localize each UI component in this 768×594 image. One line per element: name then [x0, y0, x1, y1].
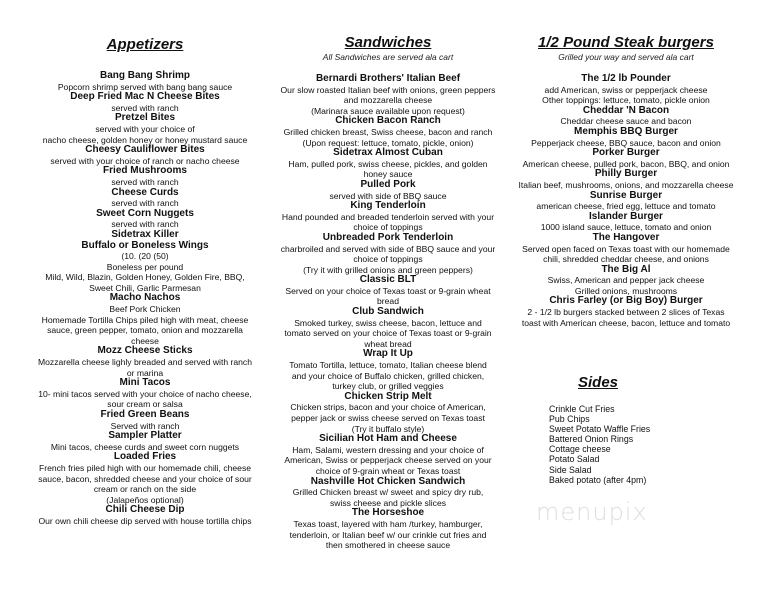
- menu-item-name: Bang Bang Shrimp: [99, 70, 190, 81]
- sandwiches-subtitle: All Sandwiches are served ala cart: [322, 52, 454, 62]
- side-item: Cottage cheese: [549, 444, 611, 455]
- side-item: Sweet Potato Waffle Fries: [549, 424, 651, 435]
- menu-item-description: toast with American cheese, bacon, lettuce and tomato: [521, 317, 731, 328]
- menu-item-description: Pepperjack cheese, BBQ sauce, bacon and onion: [531, 137, 721, 148]
- menu-item-description: Popcorn shrimp served with bang bang sauce: [57, 81, 233, 92]
- menu-item-description: Our own chili cheese dip served with house tortilla chips: [38, 515, 252, 526]
- sandwiches-list: [268, 74, 508, 551]
- menu-item-name: Islander Burger: [589, 210, 663, 222]
- appetizers-list: [20, 71, 270, 527]
- menu-item: [20, 230, 270, 241]
- menu-item-name: The 1/2 lb Pounder: [581, 73, 671, 84]
- menu-item-name: Sunrise Burger: [589, 189, 663, 201]
- menu-item-description: American, Swiss or pepperjack cheese served on your: [284, 455, 492, 466]
- menu-item-description: honey sauce: [363, 169, 413, 180]
- menu-item: [268, 233, 508, 275]
- menu-item-description: Beef Pork Chicken: [109, 304, 181, 315]
- menu-item-name: Mozz Cheese Sticks: [97, 345, 193, 357]
- menu-item-description: served with your choice of: [95, 123, 195, 134]
- menu-item-description: wheat bread: [364, 338, 412, 349]
- burgers-list: [510, 74, 742, 328]
- menu-item: [20, 92, 270, 113]
- menu-item-description: (Marinara sauce available upon request): [311, 105, 465, 116]
- menu-item-description: American cheese, pulled pork, bacon, BBQ, and onion: [522, 158, 730, 169]
- menu-item-description: Grilled chicken breast, Swiss cheese, bacon and ranch: [283, 126, 493, 137]
- menu-item-name: Porker Burger: [592, 147, 660, 159]
- burgers-heading: 1/2 Pound Steak burgers: [538, 34, 714, 51]
- menu-item: [20, 293, 270, 346]
- menu-item-name: The Horseshoe: [351, 507, 425, 519]
- menu-item-description: Texas toast, layered with ham /turkey, hamburger,: [293, 518, 483, 529]
- menu-item: [268, 508, 508, 550]
- side-item: Crinkle Cut Fries: [549, 404, 615, 414]
- side-item: Potato Salad: [549, 454, 600, 465]
- menu-item-description: Sweet Chili, Garlic Parmesan: [89, 282, 201, 293]
- menu-item-description: then smothered in cheese sauce: [325, 540, 451, 551]
- menu-item-name: The Big Al: [601, 263, 651, 275]
- menu-item: [20, 505, 270, 526]
- menu-item-name: Chicken Bacon Ranch: [335, 115, 441, 127]
- menu-item-description: served with ranch: [111, 219, 179, 230]
- appetizers-section: [20, 36, 270, 527]
- menu-item: [20, 241, 270, 294]
- menu-item-description: Ham, pulled pork, swiss cheese, pickles, and golden: [288, 158, 488, 169]
- menu-item: [20, 452, 270, 505]
- menu-item: [268, 349, 508, 391]
- menu-item-name: Sidetrax Killer: [111, 228, 179, 240]
- menu-item-description: 10- mini tacos served with your choice of nacho cheese,: [38, 388, 252, 399]
- menu-item: [268, 74, 508, 116]
- menu-item-name: Sidetrax Almost Cuban: [333, 147, 443, 159]
- menu-item: [268, 148, 508, 180]
- menu-item: [20, 431, 270, 452]
- menu-item-description: Our slow roasted Italian beef with onions, green peppers: [280, 84, 496, 95]
- menu-item-description: sauce, green pepper, tomato, onion and mozzarella: [47, 325, 243, 336]
- menu-item: [268, 275, 508, 307]
- menu-item-description: cheese: [131, 335, 159, 346]
- menu-item: [20, 410, 270, 431]
- menu-item-description: and your choice of Buffalo chicken, grilled chicken,: [291, 370, 485, 381]
- menu-item-name: Memphis BBQ Burger: [574, 125, 678, 137]
- menu-item-name: Deep Fried Mac N Cheese Bites: [70, 91, 220, 103]
- menu-item: [510, 127, 742, 148]
- menu-item-name: Cheddar 'N Bacon: [582, 104, 670, 116]
- menu-item: [510, 265, 742, 297]
- menu-item-description: sour cream or salsa: [107, 399, 183, 410]
- menu-item-description: cream or ranch on the side: [93, 484, 197, 495]
- menu-item-name: Sampler Platter: [108, 430, 182, 442]
- menu-item: [268, 477, 508, 509]
- menu-item-description: Boneless per pound: [106, 261, 184, 272]
- menu-item: [20, 378, 270, 410]
- menu-item-description: (Upon request: lettuce, tomato, pickle, onion): [302, 137, 474, 148]
- menu-item-name: Chicken Strip Melt: [344, 390, 432, 402]
- menu-item: [20, 209, 270, 230]
- menu-item-description: swiss cheese and pickle slices: [329, 497, 447, 508]
- menu-item-description: Served on your choice of Texas toast or 9-grain wheat: [285, 285, 491, 296]
- menu-item-description: served with ranch: [111, 198, 179, 209]
- menu-item-description: Homemade Tortilla Chips piled high with meat, cheese: [41, 314, 249, 325]
- menu-item-name: Buffalo or Boneless Wings: [81, 239, 209, 251]
- menu-item-description: Grilled onions, mushrooms: [574, 285, 678, 296]
- menu-item-name: Chili Cheese Dip: [105, 504, 185, 516]
- menu-item-description: 1000 island sauce, lettuce, tomato and onion: [540, 222, 712, 233]
- menu-item-name: Club Sandwich: [352, 306, 424, 318]
- menu-item: [268, 434, 508, 476]
- menu-item-description: served with side of BBQ sauce: [329, 190, 447, 201]
- menu-item: [268, 116, 508, 148]
- menu-item: [510, 191, 742, 212]
- menu-item: [20, 188, 270, 209]
- menu-item-name: Pulled Pork: [360, 178, 416, 190]
- menu-item-name: Macho Nachos: [109, 292, 181, 304]
- menu-item-description: (Try it with grilled onions and green peppers): [303, 264, 473, 275]
- menu-item-description: 2 - 1/2 lb burgers stacked between 2 slices of Texas: [527, 307, 725, 318]
- menu-item-description: served with ranch: [111, 176, 179, 187]
- menu-item: [20, 145, 270, 166]
- menu-item-description: Cheddar cheese sauce and bacon: [560, 116, 692, 127]
- side-item: Battered Onion Rings: [549, 434, 634, 445]
- menu-item-name: Cheese Curds: [111, 186, 179, 198]
- menu-item-description: served with your choice of ranch or nacho cheese: [50, 155, 240, 166]
- menu-item-name: Pretzel Bites: [114, 112, 176, 124]
- menu-item-description: bread: [377, 296, 399, 307]
- sides-heading: Sides: [577, 374, 619, 391]
- menu-item-name: Nashville Hot Chicken Sandwich: [310, 475, 466, 487]
- menu-item-name: Unbreaded Pork Tenderloin: [322, 231, 454, 243]
- menu-item-description: served with ranch: [111, 102, 179, 113]
- menu-item-description: add American, swiss or pepperjack cheese: [544, 84, 708, 95]
- menu-item-description: Grilled Chicken breast w/ sweet and spicy dry rub,: [292, 487, 484, 498]
- menu-item-description: Italian beef, mushrooms, onions, and mozzarella cheese: [518, 179, 734, 190]
- menu-item: [510, 148, 742, 169]
- menu-item-description: Served open faced on Texas toast with our homemade: [522, 243, 730, 254]
- sandwiches-section: [268, 34, 508, 551]
- menu-item-description: sauce, bacon, shredded cheese and your choice of sour: [38, 473, 252, 484]
- burgers-section: [510, 34, 742, 328]
- menu-item-description: american cheese, fried egg, lettuce and tomato: [536, 201, 716, 212]
- menu-item-description: choice of 9-grain wheat or Texas toast: [315, 465, 461, 476]
- menu-item: [510, 106, 742, 127]
- menu-item-description: tenderloin, or Italian beef w/ our crinkle cut fries and: [289, 529, 487, 540]
- menu-item: [20, 346, 270, 378]
- menu-item: [510, 296, 742, 328]
- menu-item-description: (Try it buffalo style): [351, 423, 425, 434]
- menu-item: [268, 180, 508, 201]
- sides-list: [549, 404, 720, 485]
- menu-item-description: Hand pounded and breaded tenderloin served with your: [281, 211, 495, 222]
- menu-item-description: tomato served on your choice of Texas toast or 9-grain: [284, 328, 492, 339]
- menu-item-name: Classic BLT: [359, 274, 417, 286]
- burgers-subtitle: Grilled your way and served ala cart: [558, 52, 694, 62]
- menu-item-description: (Jalapeños optional): [106, 494, 184, 505]
- menu-item-description: Mild, Wild, Blazin, Golden Honey, Golden Fire, BBQ,: [45, 272, 245, 283]
- menu-item: [268, 392, 508, 434]
- side-item: Baked potato (after 4pm): [549, 474, 647, 485]
- menu-item-name: Cheesy Cauliflower Bites: [85, 144, 205, 156]
- menu-item: [20, 71, 270, 92]
- menu-item: [510, 74, 742, 106]
- menu-item-name: Loaded Fries: [113, 451, 177, 463]
- menu-item-description: Mozzarella cheese lighly breaded and served with ranch: [37, 357, 252, 368]
- menu-item-description: Mini tacos, cheese curds and sweet corn nuggets: [50, 441, 240, 452]
- menu-item-name: Wrap It Up: [363, 348, 413, 360]
- menu-item-description: choice of toppings: [353, 254, 423, 265]
- menu-item-name: Sweet Corn Nuggets: [96, 207, 194, 219]
- menu-item-name: King Tenderloin: [350, 200, 426, 212]
- menu-item-name: Philly Burger: [594, 168, 658, 180]
- menu-item-description: chili, shredded cheddar cheese, and onions: [543, 254, 709, 265]
- menu-item-description: nacho cheese, golden honey or honey mustard sauce: [42, 134, 248, 145]
- sides-section: [520, 374, 720, 485]
- menu-item: [268, 201, 508, 233]
- menu-item-name: Chris Farley (or Big Boy) Burger: [549, 295, 703, 307]
- menu-item-description: turkey club, or grilled veggies: [332, 381, 444, 392]
- menu-item-description: charbroiled and served with side of BBQ sauce and your: [280, 243, 496, 254]
- side-item: Side Salad: [549, 464, 592, 475]
- menu-item-description: Smoked turkey, swiss cheese, bacon, lettuce and: [294, 317, 482, 328]
- menu-item-name: Sicilian Hot Ham and Cheese: [319, 433, 457, 445]
- menu-item-description: Other toppings: lettuce, tomato, pickle onion: [542, 95, 710, 106]
- menu-item-description: Tomato Tortilla, lettuce, tomato, Italian cheese blend: [289, 360, 487, 371]
- menu-item: [20, 166, 270, 187]
- appetizers-heading: Appetizers: [106, 36, 184, 53]
- menu-item: [268, 307, 508, 349]
- menu-item-description: Served with ranch: [110, 420, 180, 431]
- menu-item-name: Mini Tacos: [119, 377, 171, 389]
- menu-item-name: Bernardi Brothers' Italian Beef: [315, 73, 461, 84]
- menu-item-description: choice of toppings: [353, 222, 423, 233]
- side-item: Pub Chips: [549, 414, 590, 425]
- menu-item: [510, 169, 742, 190]
- menupix-watermark: menupix: [536, 498, 648, 526]
- menu-item-description: or marina: [126, 367, 164, 378]
- menu-item-description: and mozzarella cheese: [343, 95, 433, 106]
- menu-item-description: Ham, Salami, western dressing and your choice of: [292, 444, 484, 455]
- menu-item: [510, 212, 742, 233]
- menu-item-description: pepper jack or swiss cheese served on Texas toast: [291, 413, 485, 423]
- sandwiches-heading: Sandwiches: [344, 34, 432, 51]
- menu-item-description: Swiss, American and pepper jack cheese: [547, 275, 705, 286]
- menu-item-name: Fried Mushrooms: [103, 165, 187, 177]
- menu-item-name: The Hangover: [592, 231, 660, 243]
- menu-item-description: French fries piled high with our homemade chili, cheese: [38, 462, 252, 473]
- menu-item: [20, 113, 270, 145]
- menu-item-description: (10. (20 (50): [121, 251, 169, 262]
- menu-item: [510, 233, 742, 265]
- menu-item-description: Chicken strips, bacon and your choice of American,: [290, 402, 486, 413]
- menu-item-name: Fried Green Beans: [100, 409, 190, 420]
